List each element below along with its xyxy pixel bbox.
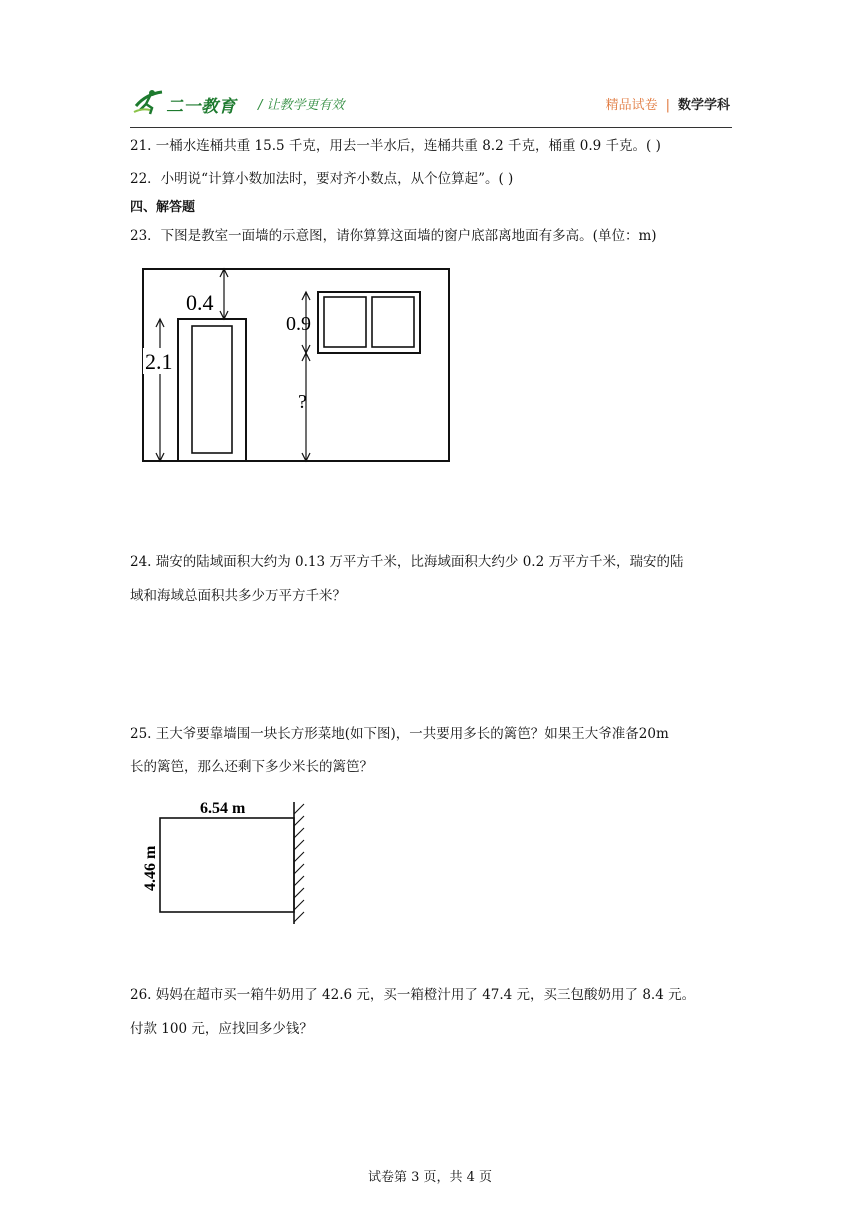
question-26-line1: 26. 妈妈在超市买一箱牛奶用了 42.6 元，买一箱橙汁用了 47.4 元，买三包酸奶用了 8.4 元。	[130, 987, 696, 1003]
label-window: 0.9	[286, 313, 311, 335]
label-width: 4.46 m	[142, 845, 159, 891]
question-24-line1: 24. 瑞安的陆域面积大约为 0.13 万平方千米，比海域面积大约少 0.2 万平方千米，瑞安的陆	[130, 554, 684, 570]
header-rule	[130, 127, 732, 128]
garden-diagram	[136, 794, 310, 926]
door-inner	[192, 326, 232, 453]
question-23: 23．下图是教室一面墙的示意图，请你算算这面墙的窗户底部离地面有多高。(单位：m)	[130, 228, 657, 244]
door-outer	[178, 319, 246, 461]
wall-hatching	[294, 804, 304, 922]
wall-diagram	[140, 266, 454, 466]
window-pane-right	[372, 297, 414, 347]
section-heading: 四、解答题	[130, 200, 196, 215]
window-pane-left	[324, 297, 366, 347]
runner-logo-icon	[132, 84, 166, 118]
question-25-line2: 长的篱笆，那么还剩下多少米长的篱笆？	[130, 759, 373, 775]
window-outer	[318, 292, 420, 353]
slogan: / 让教学更有效	[258, 98, 345, 113]
logo-text: 二一教育	[166, 97, 236, 117]
tag-subject: 数学学科	[677, 98, 730, 113]
header-tags: 精品试卷 | 数学学科	[605, 98, 730, 113]
question-21: 21. 一桶水连桶共重 15.5 千克，用去一半水后，连桶共重 8.2 千克，桶重 0.9 千克。( )	[130, 138, 661, 154]
page-header	[132, 84, 732, 128]
question-26-line2: 付款 100 元，应找回多少钱？	[130, 1021, 313, 1037]
page-footer: 试卷第 3 页，共 4 页	[367, 1170, 493, 1185]
logo	[132, 84, 252, 120]
tag-premium: 精品试卷	[605, 98, 658, 113]
label-unknown: ?	[298, 391, 307, 413]
label-top: 0.4	[186, 290, 214, 315]
garden-rectangle	[160, 818, 294, 912]
question-22: 22．小明说“计算小数加法时，要对齐小数点，从个位算起”。( )	[130, 171, 514, 187]
question-24-line2: 域和海域总面积共多少万平方千米？	[130, 588, 346, 604]
question-25-line1: 25. 王大爷要靠墙围一块长方形菜地(如下图)，一共要用多长的篱笆？如果王大爷准备20m	[130, 726, 669, 742]
label-length: 6.54 m	[200, 800, 246, 817]
label-door: 2.1	[145, 349, 173, 374]
